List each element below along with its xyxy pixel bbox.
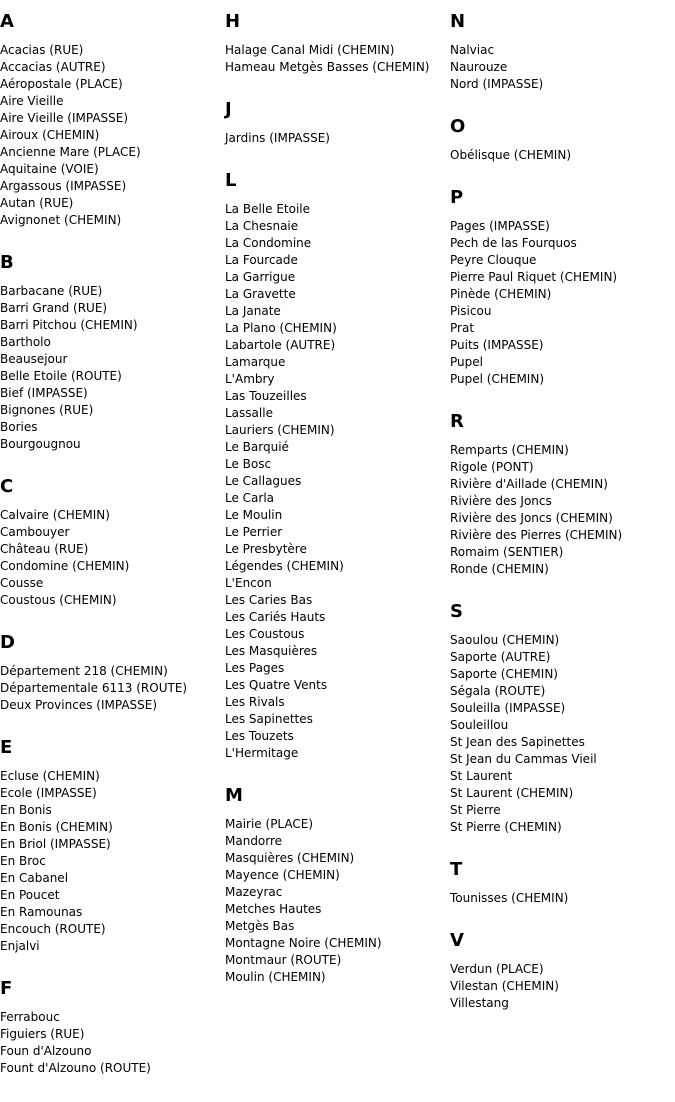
street-link[interactable]: Peyre Clouque xyxy=(450,253,537,267)
street-link[interactable]: Bief (IMPASSE) xyxy=(0,386,88,400)
section-letter-heading: N xyxy=(450,11,466,32)
street-link[interactable]: Lamarque xyxy=(225,355,286,369)
section-letter-heading: M xyxy=(225,785,243,806)
street-link[interactable]: Bignones (RUE) xyxy=(0,403,94,417)
street-link[interactable]: En Cabanel xyxy=(0,871,69,885)
street-link[interactable]: L'Hermitage xyxy=(225,746,299,760)
street-link[interactable]: Pupel (CHEMIN) xyxy=(450,372,544,386)
street-link[interactable]: Accacias (AUTRE) xyxy=(0,60,106,74)
street-link[interactable]: Les Masquières xyxy=(225,644,318,658)
street-link[interactable]: Vilestan (CHEMIN) xyxy=(450,979,559,993)
street-link[interactable]: Ronde (CHEMIN) xyxy=(450,562,549,576)
street-link[interactable]: Bories xyxy=(0,420,38,434)
street-list xyxy=(225,42,450,76)
street-link[interactable]: En Ramounas xyxy=(0,905,83,919)
street-link[interactable]: En Poucet xyxy=(0,888,60,902)
street-link[interactable]: Les Quatre Vents xyxy=(225,678,328,692)
street-index-column-1 xyxy=(0,0,225,1101)
street-link[interactable]: Pech de las Fourquos xyxy=(450,236,577,250)
letter-section xyxy=(0,12,225,229)
street-link[interactable]: Le Perrier xyxy=(225,525,283,539)
street-link[interactable]: Rivière des Joncs (CHEMIN) xyxy=(450,511,613,525)
street-link[interactable]: Pisicou xyxy=(450,304,492,318)
street-link[interactable]: Rigole (PONT) xyxy=(450,460,534,474)
street-link[interactable]: En Broc xyxy=(0,854,46,868)
letter-section xyxy=(225,12,450,76)
street-link[interactable]: Acacias (RUE) xyxy=(0,43,84,57)
street-link[interactable]: Saoulou (CHEMIN) xyxy=(450,633,560,647)
street-link[interactable]: Cousse xyxy=(0,576,44,590)
street-list xyxy=(225,130,450,147)
street-link[interactable]: Les Caries Bas xyxy=(225,593,313,607)
street-link[interactable]: Mazeyrac xyxy=(225,885,283,899)
street-link[interactable]: La Chesnaie xyxy=(225,219,299,233)
street-link[interactable]: Naurouze xyxy=(450,60,508,74)
section-letter-heading: E xyxy=(0,737,13,758)
street-link[interactable]: Halage Canal Midi (CHEMIN) xyxy=(225,43,395,57)
letter-section xyxy=(450,412,675,578)
street-index-column-2 xyxy=(225,0,450,1010)
street-link[interactable]: Masquières (CHEMIN) xyxy=(225,851,355,865)
street-link[interactable]: Bourgougnou xyxy=(0,437,81,451)
street-link[interactable]: Souleillou xyxy=(450,718,509,732)
street-link[interactable]: Départementale 6113 (ROUTE) xyxy=(0,681,188,695)
street-link[interactable]: Metches Hautes xyxy=(225,902,322,916)
section-letter-heading: J xyxy=(225,99,232,120)
letter-section xyxy=(225,171,450,762)
street-link[interactable]: Moulin (CHEMIN) xyxy=(225,970,326,984)
street-link[interactable]: Las Touzeilles xyxy=(225,389,307,403)
street-link[interactable]: Deux Provinces (IMPASSE) xyxy=(0,698,158,712)
street-link[interactable]: Villestang xyxy=(450,996,509,1010)
letter-section xyxy=(0,253,225,453)
street-list xyxy=(450,218,675,388)
letter-section xyxy=(0,738,225,955)
street-link[interactable]: Ecluse (CHEMIN) xyxy=(0,769,100,783)
street-link[interactable]: Argassous (IMPASSE) xyxy=(0,179,127,193)
letter-section xyxy=(450,602,675,836)
street-list xyxy=(0,283,225,453)
street-link[interactable]: Barri Grand (RUE) xyxy=(0,301,108,315)
street-link[interactable]: Lassalle xyxy=(225,406,273,420)
street-list xyxy=(0,663,225,714)
street-list xyxy=(0,42,225,229)
street-link[interactable]: Les Sapinettes xyxy=(225,712,313,726)
letter-section xyxy=(450,117,675,164)
letter-section xyxy=(225,100,450,147)
street-link[interactable]: Les Cariés Hauts xyxy=(225,610,326,624)
street-link[interactable]: Belle Etoile (ROUTE) xyxy=(0,369,122,383)
street-link[interactable]: Montmaur (ROUTE) xyxy=(225,953,342,967)
section-letter-heading: T xyxy=(450,859,463,880)
street-link[interactable]: Le Barquié xyxy=(225,440,289,454)
street-link[interactable]: Le Moulin xyxy=(225,508,283,522)
street-link[interactable]: La Condomine xyxy=(225,236,312,250)
section-letter-heading: V xyxy=(450,930,464,951)
street-list xyxy=(0,768,225,955)
street-link[interactable]: Pupel xyxy=(450,355,483,369)
letter-section xyxy=(450,931,675,1012)
street-link[interactable]: Aquitaine (VOIE) xyxy=(0,162,99,176)
street-link[interactable]: Airoux (CHEMIN) xyxy=(0,128,100,142)
street-link[interactable]: Calvaire (CHEMIN) xyxy=(0,508,110,522)
street-list xyxy=(450,961,675,1012)
street-link[interactable]: Nord (IMPASSE) xyxy=(450,77,544,91)
street-link[interactable]: Ferrabouc xyxy=(0,1010,60,1024)
section-letter-heading: O xyxy=(450,116,466,137)
street-link[interactable]: Ségala (ROUTE) xyxy=(450,684,546,698)
street-link[interactable]: Jardins (IMPASSE) xyxy=(225,131,330,145)
street-list xyxy=(450,147,675,164)
section-letter-heading: C xyxy=(0,476,14,497)
street-link[interactable]: Pages (IMPASSE) xyxy=(450,219,550,233)
section-letter-heading: S xyxy=(450,601,463,622)
street-link[interactable]: Barri Pitchou (CHEMIN) xyxy=(0,318,138,332)
section-letter-heading: R xyxy=(450,411,464,432)
street-link[interactable]: Mayence (CHEMIN) xyxy=(225,868,340,882)
street-link[interactable]: Barbacane (RUE) xyxy=(0,284,103,298)
street-link[interactable]: Aire Vieille xyxy=(0,94,64,108)
street-link[interactable]: Rivière des Pierres (CHEMIN) xyxy=(450,528,623,542)
street-link[interactable]: Aéropostale (PLACE) xyxy=(0,77,123,91)
street-link[interactable]: Les Pages xyxy=(225,661,285,675)
section-letter-heading: P xyxy=(450,187,464,208)
street-link[interactable]: La Garrigue xyxy=(225,270,296,284)
street-link[interactable]: Romaim (SENTIER) xyxy=(450,545,564,559)
street-link[interactable]: Encouch (ROUTE) xyxy=(0,922,106,936)
street-link[interactable]: Metgès Bas xyxy=(225,919,295,933)
street-list xyxy=(450,442,675,578)
street-link[interactable]: La Fourcade xyxy=(225,253,298,267)
section-letter-heading: H xyxy=(225,11,241,32)
street-link[interactable]: Beausejour xyxy=(0,352,68,366)
section-letter-heading: L xyxy=(225,170,237,191)
street-link[interactable]: St Pierre xyxy=(450,803,501,817)
street-link[interactable]: Ancienne Mare (PLACE) xyxy=(0,145,141,159)
street-link[interactable]: Prat xyxy=(450,321,475,335)
street-link[interactable]: Légendes (CHEMIN) xyxy=(225,559,344,573)
street-link[interactable]: Pinède (CHEMIN) xyxy=(450,287,552,301)
street-link[interactable]: Enjalvi xyxy=(0,939,40,953)
street-link[interactable]: St Jean du Cammas Vieil xyxy=(450,752,597,766)
street-link[interactable]: St Pierre (CHEMIN) xyxy=(450,820,562,834)
street-link[interactable]: La Belle Etoile xyxy=(225,202,311,216)
street-link[interactable]: Tounisses (CHEMIN) xyxy=(450,891,569,905)
street-list xyxy=(225,201,450,762)
street-link[interactable]: La Janate xyxy=(225,304,281,318)
letter-section xyxy=(0,477,225,609)
section-letter-heading: D xyxy=(0,632,15,653)
street-link[interactable]: Les Touzets xyxy=(225,729,294,743)
street-link[interactable]: Avignonet (CHEMIN) xyxy=(0,213,122,227)
street-link[interactable]: St Jean des Sapinettes xyxy=(450,735,585,749)
street-link[interactable]: Nalviac xyxy=(450,43,495,57)
street-link[interactable]: Remparts (CHEMIN) xyxy=(450,443,569,457)
street-link[interactable]: Château (RUE) xyxy=(0,542,89,556)
letter-section xyxy=(0,633,225,714)
street-link[interactable]: Puits (IMPASSE) xyxy=(450,338,544,352)
street-list xyxy=(450,890,675,907)
street-link[interactable]: Labartole (AUTRE) xyxy=(225,338,336,352)
street-link[interactable]: St Laurent (CHEMIN) xyxy=(450,786,574,800)
street-link[interactable]: Département 218 (CHEMIN) xyxy=(0,664,168,678)
street-link[interactable]: Pierre Paul Riquet (CHEMIN) xyxy=(450,270,618,284)
street-list xyxy=(225,816,450,986)
street-link[interactable]: L'Encon xyxy=(225,576,272,590)
street-link[interactable]: Montagne Noire (CHEMIN) xyxy=(225,936,382,950)
street-index-column-3 xyxy=(450,0,675,1036)
street-link[interactable]: La Gravette xyxy=(225,287,296,301)
street-link[interactable]: Condomine (CHEMIN) xyxy=(0,559,130,573)
section-letter-heading: A xyxy=(0,11,14,32)
letter-section xyxy=(450,188,675,388)
street-link[interactable]: Mandorre xyxy=(225,834,283,848)
street-list xyxy=(450,42,675,93)
street-link[interactable]: Hameau Metgès Basses (CHEMIN) xyxy=(225,60,430,74)
letter-section xyxy=(0,979,225,1077)
street-link[interactable]: Saporte (CHEMIN) xyxy=(450,667,558,681)
street-link[interactable]: La Plano (CHEMIN) xyxy=(225,321,337,335)
street-link[interactable]: En Bonis (CHEMIN) xyxy=(0,820,113,834)
street-link[interactable]: Les Rivals xyxy=(225,695,285,709)
street-link[interactable]: Souleilla (IMPASSE) xyxy=(450,701,566,715)
street-link[interactable]: Autan (RUE) xyxy=(0,196,74,210)
street-link[interactable]: Aire Vieille (IMPASSE) xyxy=(0,111,129,125)
street-link[interactable]: L'Ambry xyxy=(225,372,275,386)
letter-section xyxy=(450,860,675,907)
street-link[interactable]: Rivière d'Aillade (CHEMIN) xyxy=(450,477,608,491)
street-link[interactable]: En Briol (IMPASSE) xyxy=(0,837,111,851)
street-link[interactable]: Saporte (AUTRE) xyxy=(450,650,551,664)
street-link[interactable]: Le Carla xyxy=(225,491,275,505)
street-link[interactable]: Verdun (PLACE) xyxy=(450,962,544,976)
street-link[interactable]: Obélisque (CHEMIN) xyxy=(450,148,572,162)
street-link[interactable]: Ecole (IMPASSE) xyxy=(0,786,97,800)
street-link[interactable]: Le Bosc xyxy=(225,457,272,471)
street-link[interactable]: En Bonis xyxy=(0,803,52,817)
street-link[interactable]: Les Coustous xyxy=(225,627,305,641)
street-list xyxy=(450,632,675,836)
letter-section xyxy=(225,786,450,986)
street-link[interactable]: Mairie (PLACE) xyxy=(225,817,314,831)
street-link[interactable]: Lauriers (CHEMIN) xyxy=(225,423,335,437)
street-link[interactable]: Fount d'Alzouno (ROUTE) xyxy=(0,1061,151,1075)
street-link[interactable]: Bartholo xyxy=(0,335,51,349)
street-link[interactable]: St Laurent xyxy=(450,769,513,783)
street-link[interactable]: Figuiers (RUE) xyxy=(0,1027,85,1041)
street-list xyxy=(0,507,225,609)
street-link[interactable]: Foun d'Alzouno xyxy=(0,1044,92,1058)
street-link[interactable]: Le Callagues xyxy=(225,474,302,488)
street-link[interactable]: Coustous (CHEMIN) xyxy=(0,593,117,607)
street-link[interactable]: Rivière des Joncs xyxy=(450,494,552,508)
street-link[interactable]: Le Presbytère xyxy=(225,542,307,556)
letter-section xyxy=(450,12,675,93)
street-list xyxy=(0,1009,225,1077)
section-letter-heading: F xyxy=(0,978,13,999)
street-link[interactable]: Cambouyer xyxy=(0,525,70,539)
section-letter-heading: B xyxy=(0,252,14,273)
